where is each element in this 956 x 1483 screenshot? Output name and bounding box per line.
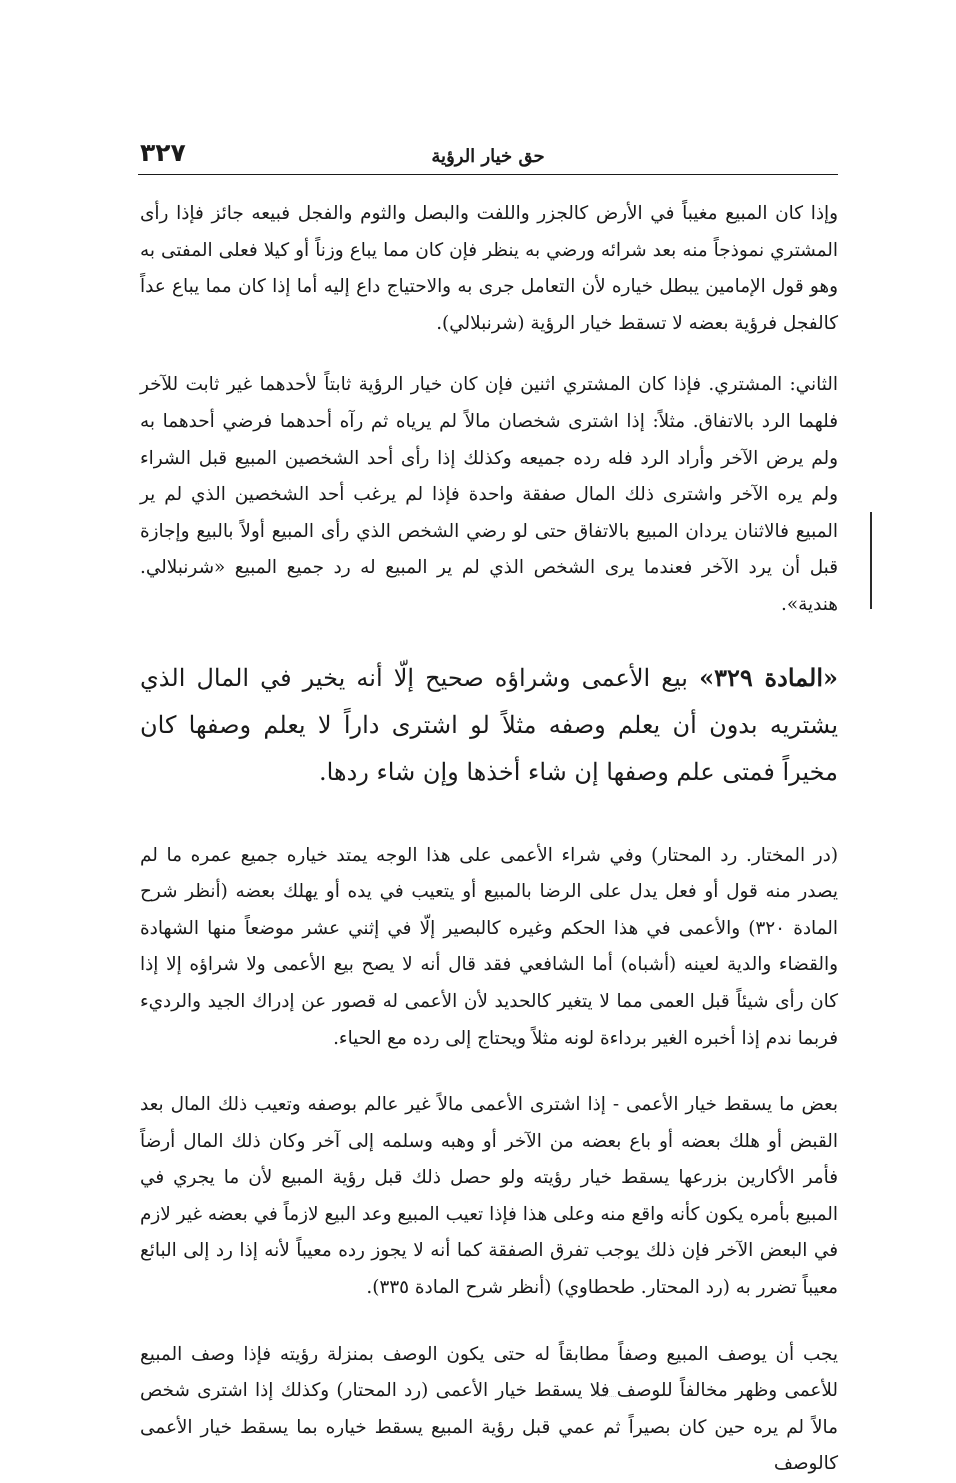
article-329 bbox=[140, 654, 838, 796]
paragraph-second-buyer: الثاني: المشتري. فإذا كان المشتري اثنين فإن كان خيار الرؤية ثابتاً لأحدهما غير ثابت للآخر فلهما الرد بالاتفاق. مثلاً: إذا اشترى شخصان مالاً لم يرياه ثم رآه أحدهما فرضي أحدهما به ولم يرض الآخر وأراد الرد فله رده جميعه وكذلك إذا رأى أحد الشخصين المبيع قبل الشراء ولم يره الآخر واشترى ذلك المال صفقة واحدة فإذا لم يرغب أحد الشخصين الذي لم ير المبيع فالاثنان يردان المبيع بالاتفاق حتى لو رضي الشخص الذي رأى المبيع أولاً بالبيع وإجازة قبل أن يرد الآخر فعندما يرى الشخص الذي لم ير المبيع له رد جميع المبيع «شرنبلالي. هندية». bbox=[140, 374, 838, 615]
paragraph-blind-option: (در المختار. رد المحتار) وفي شراء الأعمى على هذا الوجه يمتد خياره جميع عمره ما لم يصدر منه قول أو فعل يدل على الرضا بالمبيع أو يتعيب في يده أو يهلك بعضه (أنظر شرح المادة ٣٢٠) والأعمى في هذا الحكم وغيره كالبصير إلّا في إثني عشر موضعاً منها الشهادة والقضاء والدية لعينه (أشباه) أما الشافعي فقد قال أنه لا يصح بيع الأعمى ولا شراؤه إلا إذا كان رأى شيئاً قبل العمى مما لا يتغير كالحديد لأن الأعمى له قصور عن إدراك الجيد والرديء فربما ندم إذا أخبره الغير برداءة لونه مثلاً ويحتاج إلى رده مع الحياء. bbox=[140, 844, 838, 1049]
article-text: بيع الأعمى وشراؤه صحيح إلّا أنه يخير في المال الذي يشتريه بدون أن يعلم وصفه مثلاً لو اشترى داراً لا يعلم وصفها كان مخيراً فمتى علم وصفها إن شاء أخذها وإن شاء ردها. bbox=[140, 663, 838, 786]
paragraph-hidden-goods: وإذا كان المبيع مغيباً في الأرض كالجزر واللفت والبصل والثوم والفجل فبيعه جائز فإذا رأى المشتري نموذجاً منه بعد شرائه ورضي به ينظر فإن كان مما يباع وزناً أو كيلا فعلى المفتى به وهو قول الإمامين يبطل خياره لأن التعامل جرى به والاحتياج داع إليه أما إذا كان مما يباع عداً كالفجل فرؤية بعضه لا تسقط خيار الرؤية (شرنبلالي). bbox=[140, 203, 838, 334]
page-body bbox=[140, 196, 838, 1483]
page-header bbox=[138, 138, 838, 175]
margin-rule bbox=[870, 512, 872, 609]
paragraph-blind-option-loss: بعض ما يسقط خيار الأعمى - إذا اشترى الأعمى مالاً غير عالم بوصفه وتعيب ذلك المال بعد القبض أو هلك بعضه أو باع بعضه من الآخر أو وهبه وسلمه إلى آخر وكان ذلك المال أرضاً فأمر الأكارين بزرعها يسقط خيار رؤيته ولو حصل ذلك قبل رؤية المبيع لأن ما يجري في المبيع بأمره يكون كأنه واقع منه وعلى هذا فإذا تعيب المبيع وعد البيع لازماً في بعضه غير لازم في البعض الآخر فإن ذلك يوجب تفرق الصفقة كما أنه لا يجوز رده معيباً لأنه إذا رد إلى البائع معيباً تضرر به (رد المحتار. طحطاوي) (أنظر شرح المادة ٣٣٥). bbox=[140, 1094, 838, 1299]
page-number: ٣٢٧ bbox=[140, 138, 186, 167]
paragraph-description: يجب أن يوصف المبيع وصفاً مطابقاً له حتى يكون الوصف بمنزلة رؤيته فإذا وصف المبيع للأعمى وظهر مخالفاً للوصف فلا يسقط خيار الأعمى (رد المحتار) وكذلك إذا اشترى شخص مالاً لم يره حين كان بصيراً ثم عمي قبل رؤية المبيع يسقط خياره بما يسقط خيار الأعمى كالوصف bbox=[140, 1343, 838, 1475]
article-label: «المادة ٣٢٩» bbox=[699, 662, 838, 692]
scan-speck bbox=[596, 1396, 616, 1405]
running-title: حق خيار الرؤية bbox=[431, 146, 545, 167]
